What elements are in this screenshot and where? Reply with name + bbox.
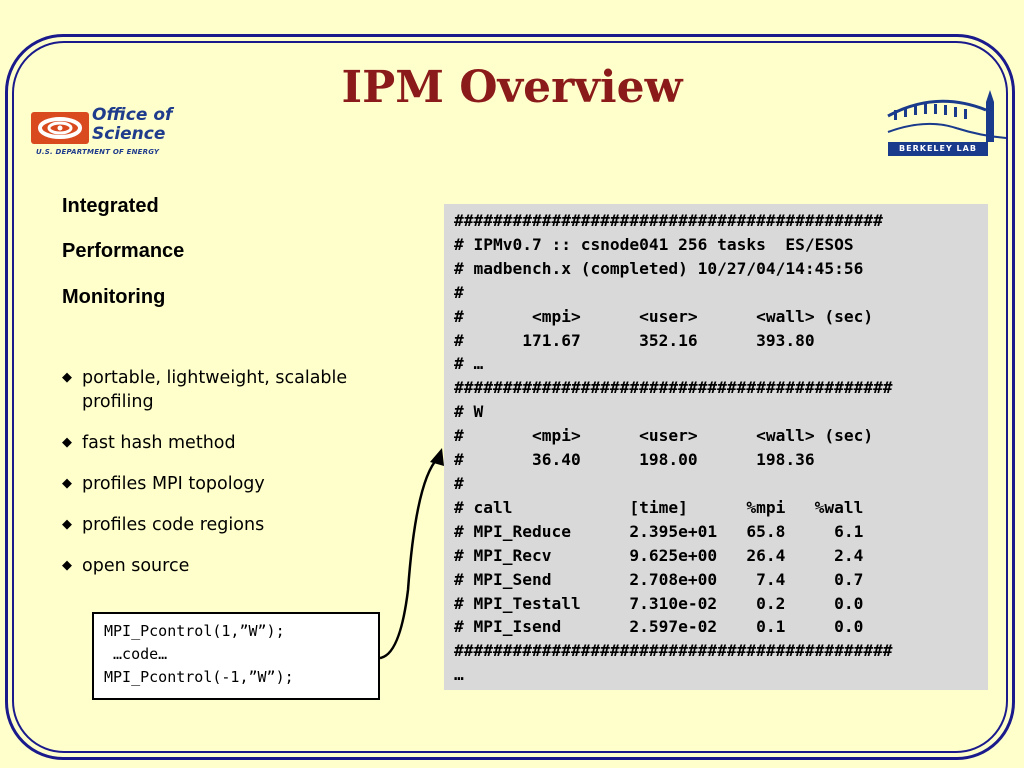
heading-integrated: Integrated	[62, 195, 159, 217]
terminal-line: # MPI_Reduce 2.395e+01 65.8 6.1	[454, 521, 864, 541]
code-line: …code…	[104, 645, 168, 663]
terminal-line: # MPI_Isend 2.597e-02 0.1 0.0	[454, 617, 864, 637]
diamond-bullet-icon: ◆	[62, 517, 72, 532]
doe-emblem-icon	[30, 110, 90, 146]
terminal-line: # MPI_Recv 9.625e+00 26.4 2.4	[454, 545, 864, 565]
terminal-line: # MPI_Testall 7.310e-02 0.2 0.0	[454, 593, 864, 613]
terminal-line: ############################################	[454, 211, 883, 230]
terminal-line: #############################################	[454, 641, 893, 661]
bullet-item	[62, 431, 402, 455]
doe-logo-text	[92, 106, 172, 144]
berkeley-lab-building-icon	[886, 88, 1008, 144]
bullet-item	[62, 554, 402, 578]
doe-logo-line1: Office of	[92, 105, 173, 125]
terminal-line: # call [time] %mpi %wall	[454, 497, 864, 517]
diamond-bullet-icon: ◆	[62, 558, 72, 573]
bullet-item	[62, 513, 402, 537]
diamond-bullet-icon: ◆	[62, 435, 72, 450]
terminal-line: # <mpi> <user> <wall> (sec)	[454, 306, 874, 326]
bullet-text: portable, lightweight, scalable profiling	[82, 368, 348, 412]
terminal-line: …	[454, 665, 464, 685]
terminal-line: # 36.40 198.00 198.36	[454, 450, 815, 470]
heading-performance: Performance	[62, 240, 185, 262]
terminal-line: # W	[454, 402, 484, 422]
berkeley-lab-label: BERKELEY LAB	[888, 142, 988, 156]
terminal-line: #############################################	[454, 378, 893, 398]
bullet-text: profiles code regions	[82, 515, 265, 535]
curved-arrow-icon	[370, 440, 450, 670]
terminal-line: # 171.67 352.16 393.80	[454, 330, 815, 350]
terminal-line: # …	[454, 354, 484, 374]
terminal-line: #	[454, 282, 464, 302]
terminal-line: # <mpi> <user> <wall> (sec)	[454, 426, 874, 446]
ipm-output-terminal	[444, 204, 988, 690]
code-line: MPI_Pcontrol(1,”W”);	[104, 622, 285, 640]
diamond-bullet-icon: ◆	[62, 370, 72, 385]
terminal-line: #	[454, 473, 464, 493]
bullet-item	[62, 366, 402, 414]
bullet-item	[62, 472, 402, 496]
terminal-line: # madbench.x (completed) 10/27/04/14:45:56	[454, 258, 864, 278]
bullet-text: profiles MPI topology	[82, 474, 265, 494]
doe-office-of-science-logo	[30, 106, 190, 162]
diamond-bullet-icon: ◆	[62, 476, 72, 491]
feature-bullet-list	[62, 366, 402, 595]
bullet-text: open source	[82, 556, 190, 576]
heading-monitoring: Monitoring	[62, 286, 166, 308]
berkeley-lab-logo	[886, 88, 1008, 160]
slide-title: IPM Overview	[341, 62, 683, 113]
terminal-line: # MPI_Send 2.708e+00 7.4 0.7	[454, 569, 864, 589]
doe-logo-line2: Science	[92, 124, 166, 144]
doe-logo-subtitle: U.S. DEPARTMENT OF ENERGY	[36, 148, 160, 156]
terminal-line: # IPMv0.7 :: csnode041 256 tasks ES/ESOS	[454, 234, 854, 254]
code-line: MPI_Pcontrol(-1,”W”);	[104, 668, 294, 686]
code-snippet-box	[92, 612, 380, 700]
bullet-text: fast hash method	[82, 433, 236, 453]
